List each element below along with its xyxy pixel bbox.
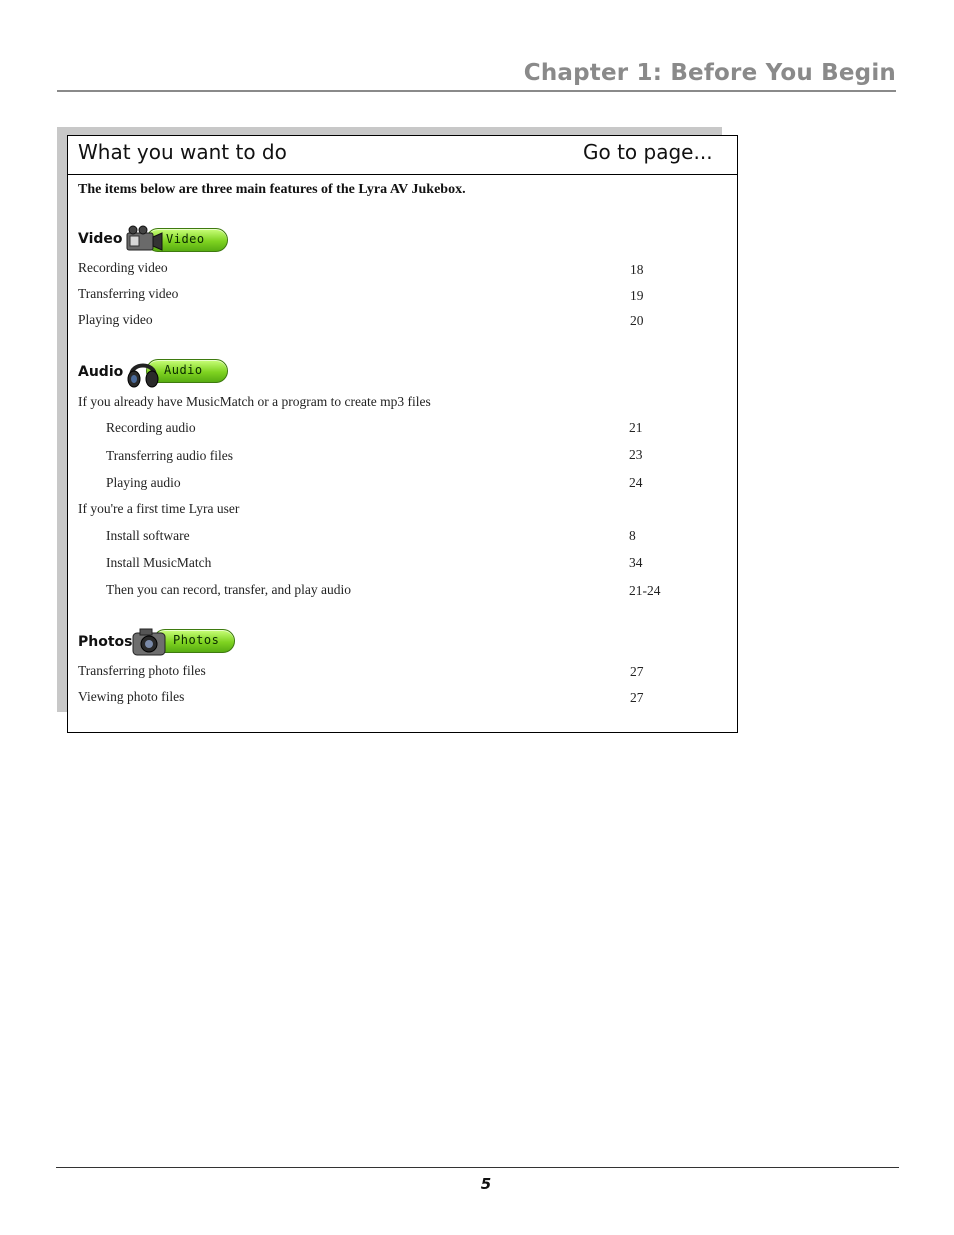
audio-badge	[126, 354, 230, 390]
camcorder-icon	[124, 224, 164, 256]
list-item: Recording audio	[106, 420, 196, 435]
list-item: Playing audio	[106, 475, 181, 490]
section-label-photos: Photos	[78, 634, 133, 650]
list-item: Install software	[106, 528, 190, 543]
page-number: 5	[480, 1175, 492, 1193]
camera-icon	[131, 624, 169, 660]
list-item: Then you can record, transfer, and play audio	[106, 582, 351, 597]
page-ref: 19	[630, 288, 644, 303]
page-ref: 27	[630, 690, 644, 705]
photos-badge	[131, 624, 237, 660]
video-badge	[124, 224, 228, 256]
chapter-title: Chapter 1: Before You Begin	[523, 60, 896, 86]
column-header-page: Go to page...	[583, 140, 713, 164]
page-ref: 23	[629, 447, 643, 462]
page-ref: 20	[630, 313, 644, 328]
feature-table	[67, 135, 738, 733]
table-header	[68, 136, 737, 175]
list-item: Transferring video	[78, 286, 179, 301]
footer-divider	[56, 1167, 899, 1168]
group-heading: If you're a first time Lyra user	[78, 501, 240, 516]
headphones-icon	[126, 354, 160, 390]
list-item: Transferring photo files	[78, 663, 206, 678]
list-item: Transferring audio files	[106, 448, 233, 463]
group-heading: If you already have MusicMatch or a program to create mp3 files	[78, 394, 431, 409]
section-label-audio: Audio	[78, 364, 124, 380]
list-item: Playing video	[78, 312, 153, 327]
video-badge-label: Video	[166, 232, 205, 246]
header-divider	[57, 90, 896, 92]
section-label-video: Video	[78, 231, 123, 247]
page-ref: 8	[629, 528, 636, 543]
list-item: Install MusicMatch	[106, 555, 212, 570]
page-ref: 21	[629, 420, 643, 435]
photos-badge-label: Photos	[173, 633, 220, 647]
page-ref: 21-24	[629, 583, 661, 598]
page-ref: 34	[629, 555, 643, 570]
page-ref: 27	[630, 664, 644, 679]
list-item: Viewing photo files	[78, 689, 185, 704]
intro-text: The items below are three main features of the Lyra AV Jukebox.	[78, 182, 466, 197]
page-ref: 24	[629, 475, 643, 490]
page-ref: 18	[630, 262, 644, 277]
column-header-task: What you want to do	[78, 140, 287, 164]
audio-badge-label: Audio	[164, 363, 203, 377]
list-item: Recording video	[78, 260, 168, 275]
